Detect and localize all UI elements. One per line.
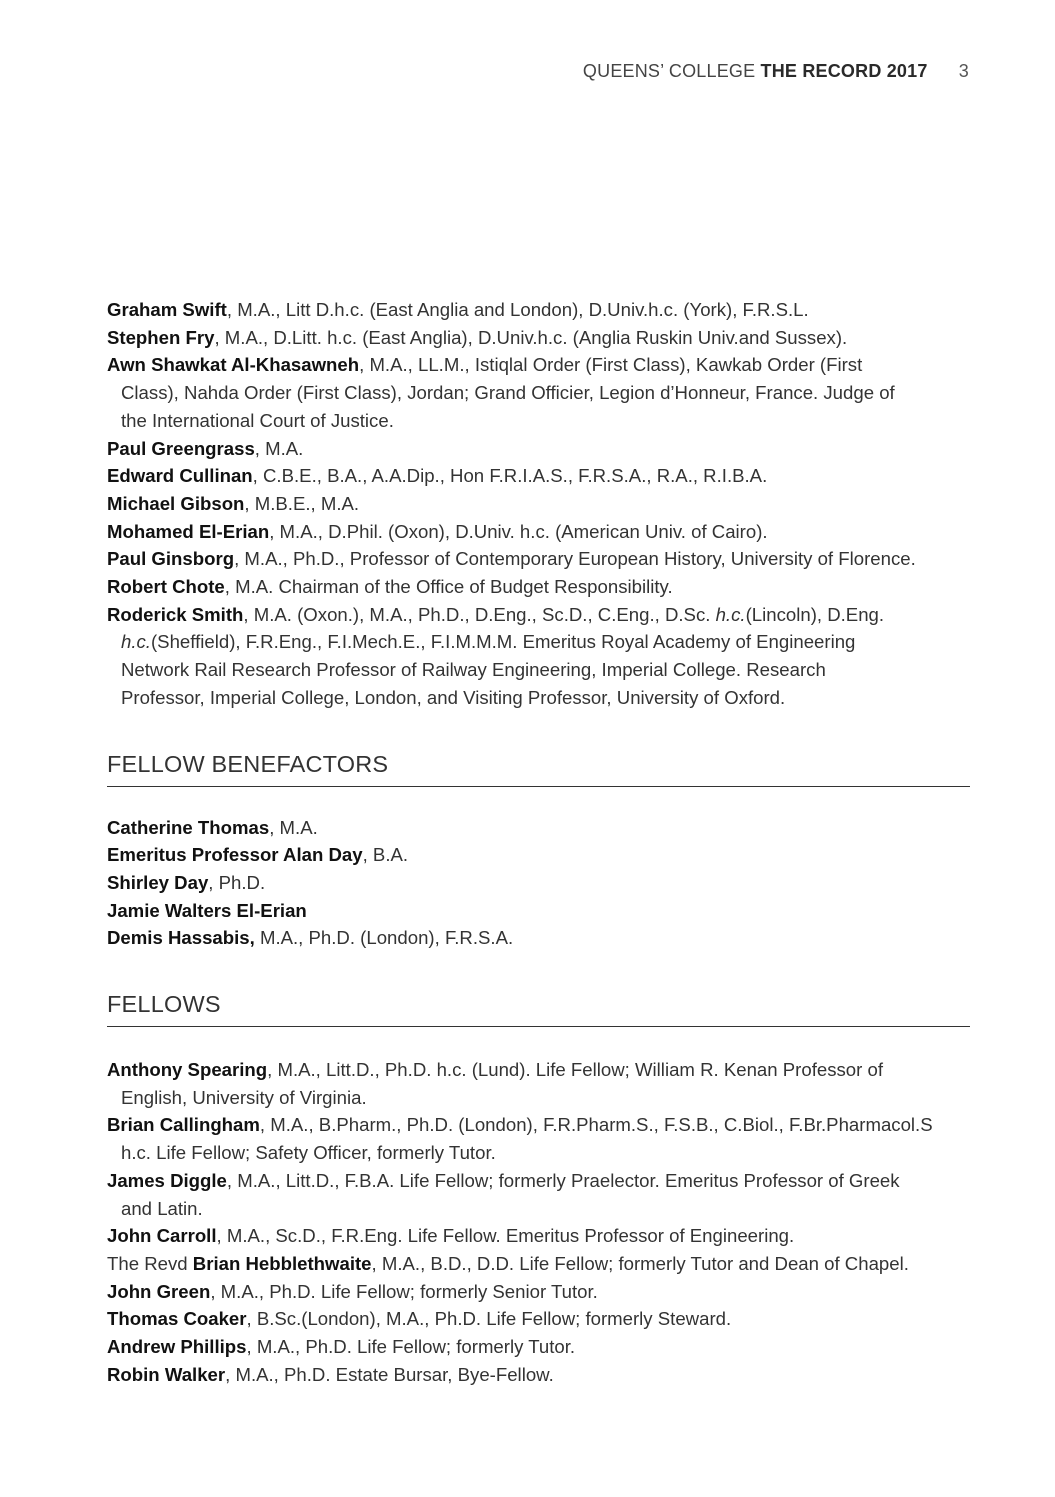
- list-item: [107, 490, 970, 518]
- section-heading-fellow-benefactors: FELLOW BENEFACTORS: [107, 751, 970, 787]
- entry-details: , M.A., Ph.D., Professor of Contemporary European History, University of Florence.: [234, 548, 916, 570]
- entry-name: Brian Hebblethwaite: [192, 1252, 372, 1274]
- list-item: [107, 435, 970, 463]
- entry-details: , M.B.E., M.A.: [244, 492, 360, 514]
- entry-name: Robin Walker: [107, 1363, 226, 1385]
- entry-details: , C.B.E., B.A., A.A.Dip., Hon F.R.I.A.S., F.R.S.A., R.A., R.I.B.A.: [252, 465, 768, 487]
- list-item: [107, 1278, 970, 1306]
- entry-details: , M.A. Chairman of the Office of Budget Responsibility.: [224, 576, 673, 598]
- entry-details: , M.A., Sc.D., F.R.Eng. Life Fellow. Emeritus Professor of Engineering.: [216, 1225, 795, 1247]
- entry-details-italic: h.c.: [715, 603, 746, 625]
- entry-details: , M.A., Litt.D., F.B.A. Life Fellow; formerly Praelector. Emeritus Professor of Greek: [226, 1169, 900, 1191]
- list-item: [107, 1305, 970, 1333]
- list-item: [107, 924, 970, 952]
- entry-name: Anthony Spearing: [107, 1059, 268, 1081]
- entry-name: Robert Chote: [107, 576, 225, 598]
- entry-details: , M.A. (Oxon.), M.A., Ph.D., D.Eng., Sc.D., C.Eng., D.Sc.: [243, 603, 716, 625]
- entry-name: Andrew Phillips: [107, 1336, 247, 1358]
- entry-details: , M.A., Ph.D. Life Fellow; formerly Senior Tutor.: [210, 1280, 598, 1302]
- entry-details-continued: and Latin.: [121, 1197, 203, 1219]
- list-item: [107, 1056, 970, 1111]
- entry-name: Paul Greengrass: [107, 437, 255, 459]
- running-header: [583, 61, 969, 82]
- entry-details: , M.A., B.D., D.D. Life Fellow; formerly Tutor and Dean of Chapel.: [371, 1252, 909, 1274]
- entry-prefix: The Revd: [107, 1252, 193, 1274]
- list-item: [107, 324, 970, 352]
- entry-details-continued: Class), Nahda Order (First Class), Jordan; Grand Officier, Legion d’Honneur, France. Judge of: [121, 382, 895, 404]
- entry-details: , M.A., LL.M., Istiqlal Order (First Class), Kawkab Order (First: [359, 354, 863, 376]
- entry-details-continued: Professor, Imperial College, London, and Visiting Professor, University of Oxford.: [121, 686, 786, 708]
- entry-details-continued: the International Court of Justice.: [121, 409, 394, 431]
- entry-details-continued: h.c. Life Fellow; Safety Officer, formerly Tutor.: [121, 1142, 496, 1164]
- entry-details: , M.A., D.Phil. (Oxon), D.Univ. h.c. (American Univ. of Cairo).: [269, 520, 768, 542]
- entry-details-continued: English, University of Virginia.: [121, 1086, 367, 1108]
- page-number: 3: [958, 61, 969, 81]
- header-record-title: THE RECORD 2017: [760, 61, 928, 81]
- list-item: [107, 1167, 970, 1222]
- fellow-benefactors-list: [107, 814, 970, 953]
- entry-name: Shirley Day: [107, 871, 209, 893]
- entry-name: Roderick Smith: [107, 603, 244, 625]
- entry-details-continued: (Sheffield), F.R.Eng., F.I.Mech.E., F.I.M.M.M. Emeritus Royal Academy of Engineering: [150, 631, 856, 653]
- list-item: [107, 1361, 970, 1389]
- entry-details: , Ph.D.: [208, 871, 266, 893]
- entry-name: Michael Gibson: [107, 492, 245, 514]
- entry-details: , M.A., Litt.D., Ph.D. h.c. (Lund). Life Fellow; William R. Kenan Professor of: [267, 1059, 883, 1081]
- entry-details: , M.A., Litt D.h.c. (East Anglia and London), D.Univ.h.c. (York), F.R.S.L.: [226, 299, 809, 320]
- entry-details: , B.Sc.(London), M.A., Ph.D. Life Fellow; formerly Steward.: [246, 1308, 732, 1330]
- entry-details: , M.A., D.Litt. h.c. (East Anglia), D.Univ.h.c. (Anglia Ruskin Univ.and Sussex).: [214, 326, 848, 348]
- list-item: [107, 296, 970, 324]
- entry-details: , M.A.: [254, 437, 304, 459]
- section-heading-fellows: FELLOWS: [107, 991, 970, 1027]
- list-item: [107, 869, 970, 897]
- entry-details: , B.A.: [362, 844, 409, 866]
- list-item: [107, 545, 970, 573]
- entry-name: John Green: [107, 1280, 211, 1302]
- entry-name: Edward Cullinan: [107, 465, 253, 487]
- entry-name: Awn Shawkat Al-Khasawneh: [107, 354, 360, 376]
- list-item: [107, 462, 970, 490]
- entry-name: Demis Hassabis,: [107, 927, 255, 949]
- entry-name: Graham Swift: [107, 299, 227, 320]
- entry-name: Jamie Walters El-Erian: [107, 899, 307, 921]
- fellows-list: [107, 1056, 970, 1388]
- entry-name: James Diggle: [107, 1169, 227, 1191]
- entry-details: , M.A., Ph.D. Life Fellow; formerly Tutor.: [246, 1336, 576, 1358]
- entry-name: Catherine Thomas: [107, 816, 270, 838]
- entry-name: John Carroll: [107, 1225, 217, 1247]
- entry-details: , M.A., B.Pharm., Ph.D. (London), F.R.Pharm.S., F.S.B., C.Biol., F.Br.Pharmacol.S: [259, 1114, 933, 1136]
- list-item: [107, 573, 970, 601]
- entry-details: , M.A.: [269, 816, 318, 838]
- honorary-fellows-list: [107, 296, 970, 712]
- header-college: QUEENS’ COLLEGE: [582, 61, 756, 81]
- list-item: [107, 841, 970, 869]
- entry-name: Stephen Fry: [107, 326, 215, 348]
- list-item: [107, 1222, 970, 1250]
- entry-name: Paul Ginsborg: [107, 548, 235, 570]
- list-item: [107, 601, 970, 712]
- entry-details-italic: h.c.: [121, 631, 151, 653]
- list-item: [107, 518, 970, 546]
- list-item: [107, 1250, 970, 1278]
- entry-details: , M.A., Ph.D. Estate Bursar, Bye-Fellow.: [225, 1363, 554, 1385]
- entry-name: Emeritus Professor Alan Day: [107, 844, 363, 866]
- list-item: [107, 814, 970, 842]
- entry-name: Thomas Coaker: [107, 1308, 247, 1330]
- list-item: [107, 351, 970, 434]
- entry-details: M.A., Ph.D. (London), F.R.S.A.: [254, 927, 514, 949]
- entry-details-continued: Network Rail Research Professor of Railway Engineering, Imperial College. Research: [121, 659, 826, 681]
- list-item: [107, 1333, 970, 1361]
- entry-name: Brian Callingham: [107, 1114, 260, 1136]
- entry-name: Mohamed El-Erian: [107, 520, 270, 542]
- entry-details: (Lincoln), D.Eng.: [745, 603, 885, 625]
- list-item: [107, 897, 970, 925]
- page-content: [107, 296, 970, 1389]
- list-item: [107, 1111, 970, 1166]
